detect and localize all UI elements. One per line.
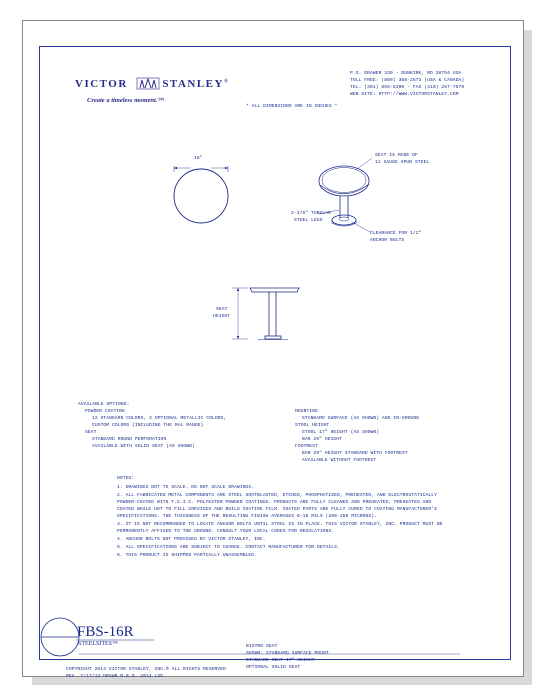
address-line-1: P.O. DRAWER 330 - DUNKIRK, MD 20754 USA (350, 71, 462, 76)
note-line-8: 4. ANCHOR BOLTS NOT PROVIDED BY VICTOR STANLEY, INC. (117, 537, 266, 542)
stool-isometric-view (319, 158, 372, 232)
seat-height-label-1: SEAT (216, 307, 228, 312)
options-right-line-1: MOUNTING (295, 409, 318, 414)
options-right-line-3: STOOL HEIGHT (295, 423, 330, 428)
clearance-callout-line-1: CLEARANCE FOR 1/2" (370, 231, 422, 236)
note-line-2: 2. ALL FABRICATED METAL COMPONENTS ARE STEEL SHOTBLASTED, ETCHED, PHOSPHATIZED, PREHEATED, AND ELECTROSTATICALLY (117, 493, 437, 498)
options-right-line-7: BAR 29" HEIGHT STANDARD WITH FOOTREST (302, 451, 408, 456)
notes-heading: NOTES: (117, 476, 135, 481)
diameter-label: 16" (194, 156, 203, 161)
note-line-10: 6. THIS PRODUCT IS SHIPPED PARTIALLY UNASSEMBLED. (117, 553, 257, 558)
note-line-9: 5. ALL SPECIFICATIONS ARE SUBJECT TO CHANGE. CONTACT MANUFACTURER FOR DETAILS. (117, 545, 340, 550)
tube-callout-line-1: 2-3/8" TUBULAR (291, 211, 331, 216)
address-line-3: TEL: (301) 855-8300 - FAX (410) 257-7579 (350, 85, 465, 90)
options-right-line-6: FOOTREST (295, 444, 318, 449)
options-right-line-2: STANDARD SURFACE (AS SHOWN) AND IN-GROUND (302, 416, 420, 421)
seat-height-label-2: HEIGHT (213, 314, 231, 319)
clearance-callout-line-2: ANCHOR BOLTS (370, 238, 405, 243)
description-line-2: SHOWN: STANDARD SURFACE MOUNT (246, 651, 329, 656)
brand-tagline: Create a timeless moment.™ (87, 97, 164, 104)
seat-callout-line-1: SEAT IS MADE OF (375, 153, 418, 158)
tube-callout-line-2: STEEL LEGS (294, 218, 323, 223)
copyright: COPYRIGHT 2014 VICTOR STANLEY, INC.® ALL RIGHTS RESERVED (66, 667, 226, 672)
stool-elevation-view (232, 288, 299, 340)
address-line-4: WEB SITE: HTTP://WWW.VICTORSTANLEY.COM (350, 92, 459, 97)
model-number: FBS-16R (77, 624, 134, 640)
brand-trademark: ® (223, 79, 230, 85)
brand-name-right: STANLEY (162, 78, 224, 90)
note-line-6: 3. IT IS NOT RECOMMENDED TO LOCATE ANCHOR BOLTS UNTIL STOOL IS IN PLACE. THIS VICTOR STANLEY, INC. PRODUCT MUST BE (117, 522, 443, 527)
description-line-3: STANDARD SEAT 17" HEIGHT (246, 658, 315, 663)
sub-brand: STEELSITES™ (78, 641, 118, 647)
options-left-line-4: SEAT (85, 430, 97, 435)
options-left-line-5: STANDARD ROUND PERFORATION (92, 437, 167, 442)
address-line-2: TOLL FREE: (800) 368-2573 (USA & CANADA) (350, 78, 465, 83)
seat-top-view (174, 166, 228, 223)
note-line-1: 1. DRAWINGS NOT TO SCALE. DO NOT SCALE DRAWINGS. (117, 485, 255, 490)
seat-callout-line-2: 11 GAUGE SPUN STEEL (375, 160, 430, 165)
description-line-1: BISTRO SEAT (246, 644, 278, 649)
options-right-line-8: AVAILABLE WITHOUT FOOTREST (302, 458, 377, 463)
brand-emblem-icon (137, 78, 159, 89)
options-right-line-5: BAR 29" HEIGHT (302, 437, 342, 442)
options-left-line-3: CUSTOM COLORS (INCLUDING THE RAL RANGE) (92, 423, 204, 428)
note-line-5: SPECIFICATIONS. THE THICKNESS OF THE RESULTING FINISH AVERAGES 8-10 MILS (200-250 MICRONS). (117, 514, 377, 519)
revision: REV. 7/17/14 DRAWN R.B.O. 2014 LSD (66, 674, 164, 679)
note-line-3: POWDER-COATED WITH T.G.I.C. POLYESTER POWDER COATINGS. PRODUCTS ARE FULLY CLEANED AND PREHEATED, PREHEATED AND (117, 500, 432, 505)
options-left-line-1: POWDER COATING (85, 409, 125, 414)
dimensions-note: * ALL DIMENSIONS ARE IN INCHES * (246, 104, 338, 109)
brand-name-left: VICTOR (75, 78, 128, 90)
options-left-line-2: 12 STANDARD COLORS, 2 OPTIONAL METALLIC COLORS, (92, 416, 227, 421)
note-line-7: PERMANENTLY AFFIXED TO THE GROUND. CONSULT YOUR LOCAL CODES FOR REGULATIONS. (117, 529, 335, 534)
options-right-line-4: STOOL 17" HEIGHT (AS SHOWN) (302, 430, 380, 435)
options-left-line-6: AVAILABLE WITH SOLID SEAT (AS SHOWN) (92, 444, 195, 449)
description-line-4: OPTIONAL SOLID SEAT (246, 665, 301, 670)
options-heading: AVAILABLE OPTIONS: (78, 402, 130, 407)
note-line-4: COATED WHILE HOT TO FILL CREVICES AND BUILD COATING FILM. COATED PARTS ARE FULLY CURED TO COATING MANUFACTURER'S (117, 507, 437, 512)
